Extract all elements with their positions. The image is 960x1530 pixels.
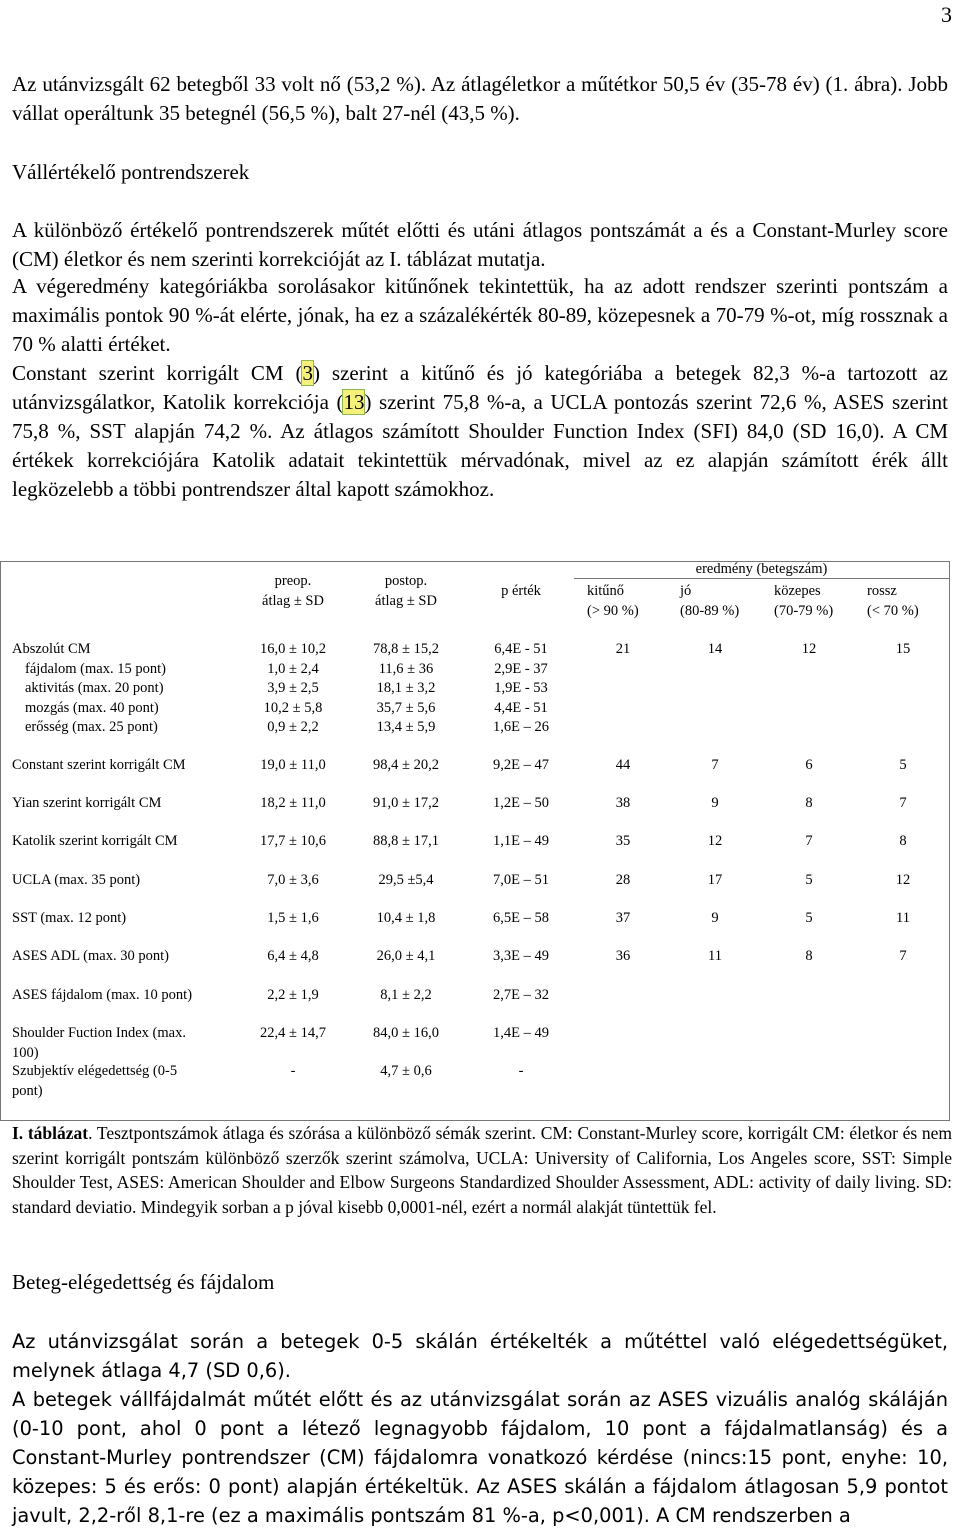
row-label: ASES ADL (max. 30 pont) bbox=[12, 948, 169, 964]
header-jo-line1: jó bbox=[680, 583, 692, 599]
count-koz: 8 bbox=[805, 795, 813, 811]
header-preop-line2: átlag ± SD bbox=[262, 593, 324, 609]
postop-value: 4,7 ± 0,6 bbox=[380, 1063, 432, 1079]
p-value: 3,3E – 49 bbox=[493, 948, 549, 964]
section-heading-scoring: Vállértékelő pontrendszerek bbox=[12, 160, 250, 184]
postop-value: 35,7 ± 5,6 bbox=[376, 699, 436, 716]
row-label bbox=[12, 1024, 186, 1063]
postop-value: 98,4 ± 20,2 bbox=[373, 757, 439, 773]
row-label-line: Shoulder Fuction Index (max. bbox=[12, 1025, 186, 1041]
p-value: 6,4E - 51 bbox=[494, 641, 548, 657]
p-value: 6,5E – 58 bbox=[493, 910, 549, 926]
citation-ref-3[interactable]: 3 bbox=[302, 361, 313, 385]
preop-value: 3,9 ± 2,5 bbox=[267, 680, 319, 696]
postop-value: 18,1 ± 3,2 bbox=[376, 680, 436, 696]
p-value: 9,2E – 47 bbox=[493, 757, 549, 773]
satisfaction-paragraph: Az utánvizsgálat során a betegek 0-5 skálán értékelték a műtéttel való elégedettségüket, melynek átlaga 4,7 (SD 0,6). bbox=[12, 1330, 948, 1382]
count-rossz: 8 bbox=[899, 833, 907, 849]
preop-value: 16,0 ± 10,2 bbox=[260, 641, 326, 657]
row-label: Constant szerint korrigált CM bbox=[12, 757, 186, 773]
header-preop bbox=[233, 571, 353, 611]
preop-value: 7,0 ± 3,6 bbox=[267, 872, 319, 888]
row-label: mozgás (max. 40 pont) bbox=[25, 699, 159, 716]
p-value: 2,7E – 32 bbox=[493, 987, 549, 1003]
p-value: 1,4E – 49 bbox=[493, 1025, 549, 1041]
intro-paragraph: Az utánvizsgált 62 betegből 33 volt nő (53,2 %). Az átlagéletkor a műtétkor 50,5 év (35-78 év) (1. ábra). Jobb vállat operáltunk 35 betegnél (56,5 %), balt 27-nél (43,5 %). bbox=[12, 72, 948, 125]
citation-ref-13[interactable]: 13 bbox=[343, 390, 365, 414]
header-jo-line2: (80-89 %) bbox=[680, 603, 740, 619]
postop-value: 13,4 ± 5,9 bbox=[376, 719, 436, 735]
header-divider bbox=[574, 578, 949, 579]
row-label: Katolik szerint korrigált CM bbox=[12, 833, 178, 849]
row-label-line: 100) bbox=[12, 1044, 39, 1061]
postop-value: 26,0 ± 4,1 bbox=[376, 948, 436, 964]
results-text-2: ) szerint a kitűnő és jó kategóriába a betegek 82,3 %-a tartozott az utánvizsgálatkor, Katolik korrekciója ( bbox=[12, 361, 948, 414]
count-rossz: 7 bbox=[899, 795, 907, 811]
header-postop bbox=[346, 571, 466, 611]
preop-value: 18,2 ± 11,0 bbox=[260, 795, 326, 811]
count-rossz: 12 bbox=[895, 872, 911, 888]
p-value: 4,4E - 51 bbox=[494, 699, 548, 716]
preop-value: 10,2 ± 5,8 bbox=[263, 699, 323, 716]
category-paragraph: A végeredmény kategóriákba sorolásakor kitűnőnek tekintettük, ha az adott rendszer szerinti pontszám a maximális pontok 90 %-át elérte, jónak, ha ez a százalékérték 80-89, közepesnek a 70-79 %-ot, míg rossznak a 70 % alatti értéket. bbox=[12, 274, 948, 356]
preop-value: 19,0 ± 11,0 bbox=[260, 757, 326, 773]
caption-text: . Tesztpontszámok átlaga és szórása a különböző sémák szerint. CM: Constant-Murley score, korrigált CM: életkor és nem szerint korrigált pontszám különböző szerzők szerint számolva, UCLA: University of California, Los Angeles score, SST: Simple Shoulder Test, ASES: American Shoulder and Elbow Surgeons Standardized Shoulder Assessment, ADL: activity of daily living. SD: standard deviatio. Mindegyik sorban a p jóval kisebb 0,0001-nél, ezért a normál alakját tüntettük fel. bbox=[12, 1123, 953, 1217]
header-kit-line1: kitűnő bbox=[587, 583, 625, 599]
count-jo: 7 bbox=[711, 757, 719, 773]
count-kit: 21 bbox=[615, 641, 631, 657]
row-label: SST (max. 12 pont) bbox=[12, 910, 127, 926]
row-label: UCLA (max. 35 pont) bbox=[12, 872, 141, 888]
count-koz: 7 bbox=[805, 833, 813, 849]
p-value: - bbox=[518, 1063, 524, 1079]
header-postop-line1: postop. bbox=[384, 573, 428, 589]
header-result-group: eredmény (betegszám) bbox=[695, 561, 828, 577]
header-p-value: p érték bbox=[501, 583, 541, 599]
header-rossz-line1: rossz bbox=[867, 583, 897, 599]
preop-value: 2,2 ± 1,9 bbox=[267, 987, 319, 1003]
block1-p bbox=[466, 640, 576, 738]
header-jo bbox=[680, 581, 739, 621]
count-jo: 14 bbox=[707, 641, 723, 657]
preop-value: 6,4 ± 4,8 bbox=[267, 948, 319, 964]
row-label bbox=[12, 1062, 177, 1101]
count-kit: 36 bbox=[615, 948, 631, 964]
header-kit-line2: (> 90 %) bbox=[587, 603, 639, 619]
preop-value: 22,4 ± 14,7 bbox=[260, 1025, 326, 1041]
scoring-paragraph: A különböző értékelő pontrendszerek műtét előtti és utáni átlagos pontszámát a és a Constant-Murley score (CM) életkor és nem szerinti korrekcióját az I. táblázat mutatja. bbox=[12, 218, 948, 271]
postop-value: 10,4 ± 1,8 bbox=[376, 910, 436, 926]
header-koz-line1: közepes bbox=[774, 583, 821, 599]
count-kit: 44 bbox=[615, 757, 631, 773]
row-label: aktivitás (max. 20 pont) bbox=[25, 680, 164, 696]
header-postop-line2: átlag ± SD bbox=[375, 593, 437, 609]
block1-preop bbox=[233, 640, 353, 738]
caption-label: I. táblázat bbox=[12, 1123, 89, 1143]
p-value: 1,2E – 50 bbox=[493, 795, 549, 811]
header-rossz-line2: (< 70 %) bbox=[867, 603, 919, 619]
p-value: 2,9E - 37 bbox=[494, 660, 548, 677]
results-text-3: ) szerint 75,8 %-a, a UCLA pontozás szerint 72,6 %, ASES szerint 75,8 %, SST alapján 74,2 %. Az átlagos számított Shoulder Function Index (SFI) 84,0 (SD 16,0). A CM értékek korrekciójára Katolik adatait tekintettük mérvadónak, mivel az ez alapján számított érék állt legközelebb a többi pontrendszer által kapott számokhoz. bbox=[12, 390, 949, 501]
postop-value: 78,8 ± 15,2 bbox=[373, 641, 439, 657]
preop-value: 17,7 ± 10,6 bbox=[260, 833, 326, 849]
preop-value: 1,5 ± 1,6 bbox=[267, 910, 319, 926]
count-rossz: 15 bbox=[895, 641, 911, 657]
count-koz: 6 bbox=[805, 757, 813, 773]
postop-value: 88,8 ± 17,1 bbox=[373, 833, 439, 849]
count-rossz: 7 bbox=[899, 948, 907, 964]
count-koz: 12 bbox=[801, 641, 817, 657]
section-heading-satisfaction: Beteg-elégedettség és fájdalom bbox=[12, 1270, 275, 1294]
p-value: 1,1E – 49 bbox=[493, 833, 549, 849]
count-rossz: 5 bbox=[899, 757, 907, 773]
results-text-1: Constant szerint korrigált CM ( bbox=[12, 361, 303, 385]
p-value: 1,9E - 53 bbox=[494, 680, 548, 696]
header-kitunő bbox=[587, 581, 639, 621]
pain-paragraph: A betegek vállfájdalmát műtét előtt és az utánvizsgálat során az ASES vizuális analóg skáláján (0-10 pont, ahol 0 pont a létező legnagyobb fájdalom, 10 pont a fájdalmatlanság) és a Constant-Murley pontrendszer (CM) fájdalomra vonatkozó kérdése (nincs:15 pont, enyhe: 10, közepes: 5 és erős: 0 pont) alapján értékeltük. Az ASES skálán a fájdalom átlagosan 5,9 pontot javult, 2,2-ről 8,1-re (ez a maximális pontszám 81 %-a, p<0,001). A CM rendszerben a bbox=[12, 1388, 948, 1527]
row-label: erősség (max. 25 pont) bbox=[25, 719, 158, 735]
row-label: fájdalom (max. 15 pont) bbox=[25, 660, 166, 677]
preop-value: 1,0 ± 2,4 bbox=[267, 660, 319, 677]
postop-value: 8,1 ± 2,2 bbox=[380, 987, 432, 1003]
preop-value: 0,9 ± 2,2 bbox=[267, 719, 319, 735]
count-jo: 9 bbox=[711, 910, 719, 926]
row-label: Abszolút CM bbox=[12, 641, 91, 657]
count-koz: 5 bbox=[805, 910, 813, 926]
postop-value: 84,0 ± 16,0 bbox=[373, 1025, 439, 1041]
postop-value: 11,6 ± 36 bbox=[378, 660, 434, 677]
row-label: Yian szerint korrigált CM bbox=[12, 795, 162, 811]
count-rossz: 11 bbox=[896, 910, 910, 926]
block1-postop bbox=[346, 640, 466, 738]
results-paragraph bbox=[12, 359, 948, 504]
row-label-line: pont) bbox=[12, 1082, 43, 1099]
row-label: ASES fájdalom (max. 10 pont) bbox=[12, 987, 193, 1003]
row-label-line: Szubjektív elégedettség (0-5 bbox=[12, 1063, 178, 1079]
header-rossz bbox=[867, 581, 919, 621]
count-jo: 9 bbox=[711, 795, 719, 811]
count-kit: 37 bbox=[615, 910, 631, 926]
count-jo: 17 bbox=[707, 872, 723, 888]
count-kit: 35 bbox=[615, 833, 631, 849]
header-preop-line1: preop. bbox=[274, 573, 312, 589]
preop-value: - bbox=[290, 1063, 296, 1079]
p-value: 1,6E – 26 bbox=[493, 719, 549, 735]
header-koz-line2: (70-79 %) bbox=[774, 603, 834, 619]
count-kit: 38 bbox=[615, 795, 631, 811]
postop-value: 29,5 ±5,4 bbox=[378, 872, 434, 888]
block1-labels bbox=[12, 640, 166, 738]
results-table bbox=[0, 561, 950, 1121]
p-value: 7,0E – 51 bbox=[493, 872, 549, 888]
count-koz: 5 bbox=[805, 872, 813, 888]
count-jo: 11 bbox=[708, 948, 722, 964]
postop-value: 91,0 ± 17,2 bbox=[373, 795, 439, 811]
count-jo: 12 bbox=[707, 833, 723, 849]
count-kit: 28 bbox=[615, 872, 631, 888]
count-koz: 8 bbox=[805, 948, 813, 964]
page-number: 3 bbox=[941, 2, 952, 27]
table-caption bbox=[12, 1121, 952, 1219]
header-kozepes bbox=[774, 581, 833, 621]
